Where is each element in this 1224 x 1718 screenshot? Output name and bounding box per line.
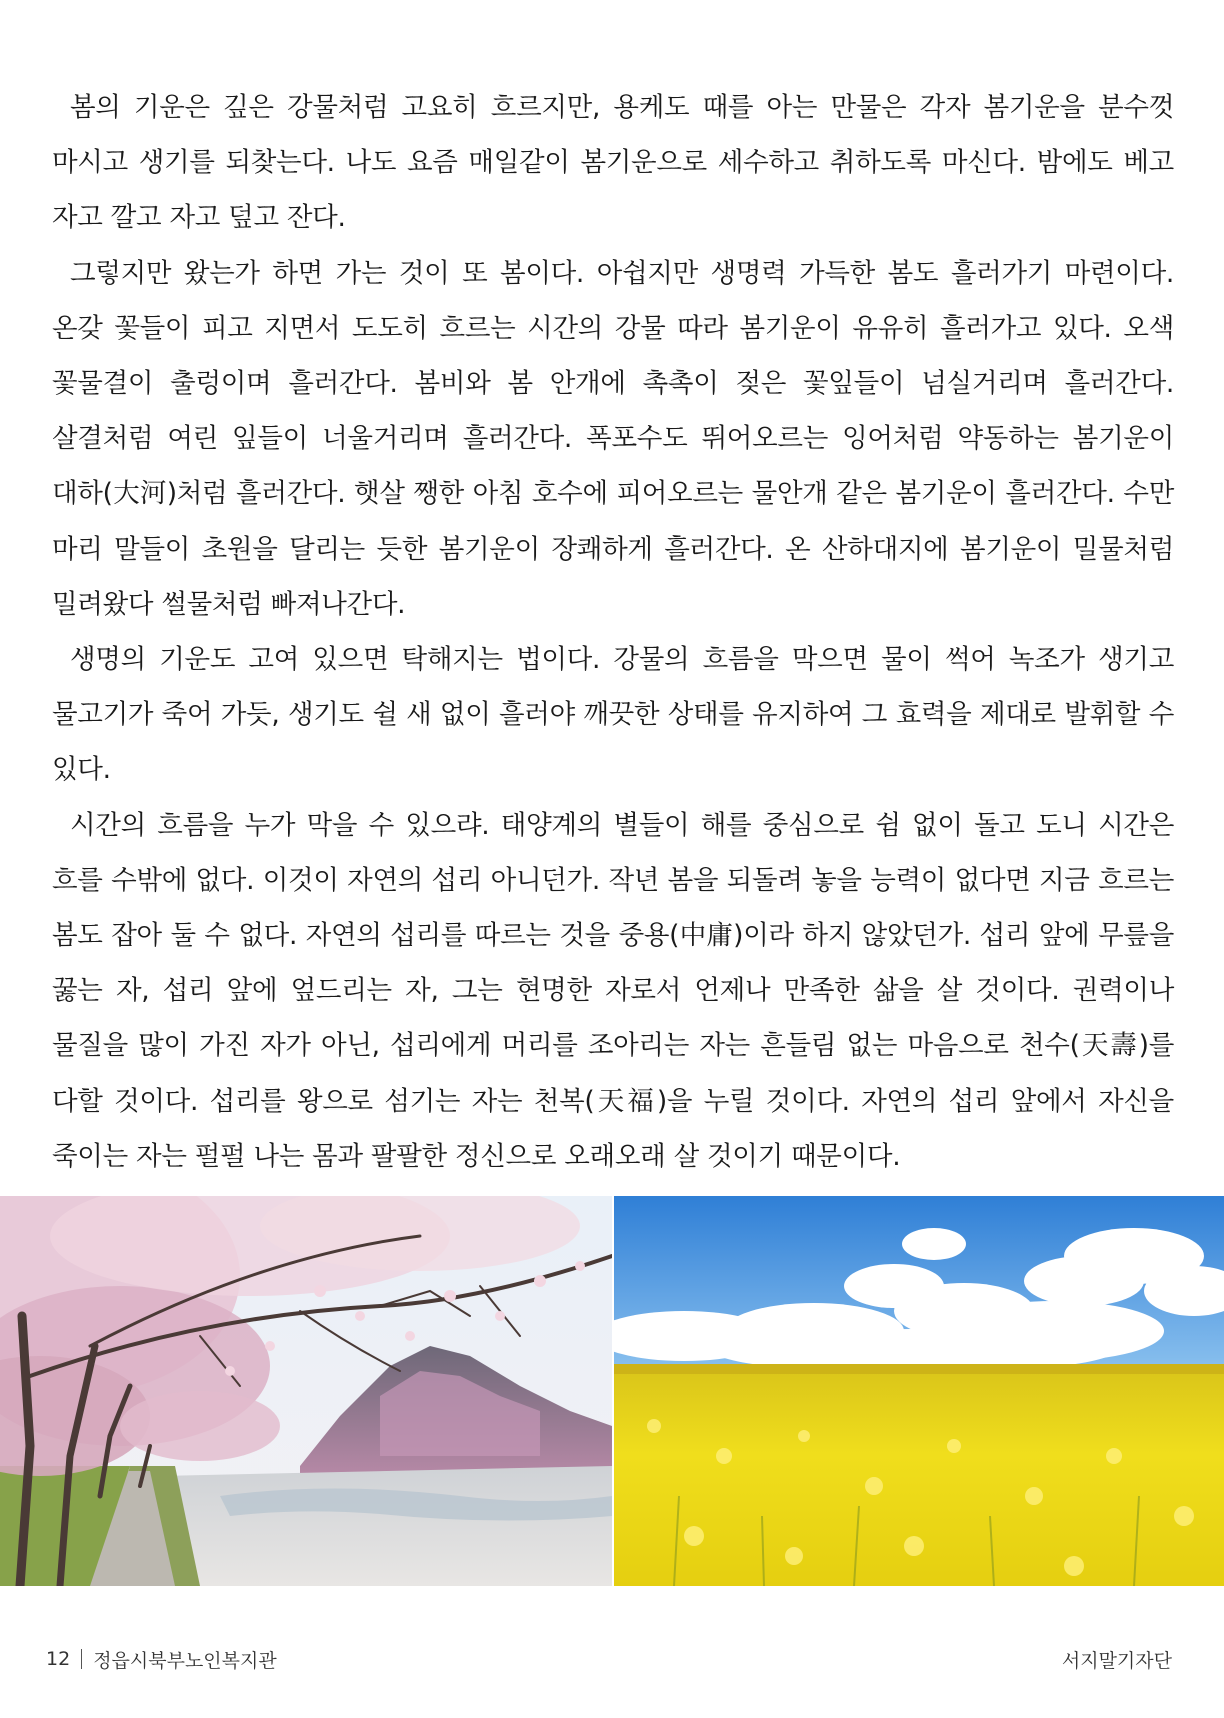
article-body [52, 80, 1174, 1184]
page-number: 12 [46, 1648, 71, 1670]
page-footer [46, 1644, 1172, 1674]
paragraph-3: 생명의 기운도 고여 있으면 탁해지는 법이다. 강물의 흐름을 막으면 물이 썩어 녹조가 생기고 물고기가 죽어 가듯, 생기도 쉴 새 없이 흘러야 깨끗한 상태를 유지하여 그 효력을 제대로 발휘할 수 있다. [52, 644, 1174, 786]
footer-divider [81, 1649, 82, 1669]
photo-strip [0, 1196, 1224, 1586]
paragraph-2: 그렇지만 왔는가 하면 가는 것이 또 봄이다. 아쉽지만 생명력 가득한 봄도 흘러가기 마련이다. 온갖 꽃들이 피고 지면서 도도히 흐르는 시간의 강물 따라 봄기운이 유유히 흘러가고 있다. 오색 꽃물결이 출렁이며 흘러간다. 봄비와 봄 안개에 촉촉이 젖은 꽃잎들이 넘실거리며 흘러간다. 살결처럼 여린 잎들이 너울거리며 흘러간다. 폭포수도 뛰어오르는 잉어처럼 약동하는 봄기운이 대하(大河)처럼 흘러간다. 햇살 쨍한 아침 호수에 피어오르는 물안개 같은 봄기운이 흘러간다. 수만 마리 말들이 초원을 달리는 듯한 봄기운이 장쾌하게 흘러간다. 온 산하대지에 봄기운이 밀물처럼 밀려왔다 썰물처럼 빠져나간다. [52, 257, 1174, 620]
cherry-blossom-photo [0, 1196, 612, 1586]
paragraph-4: 시간의 흐름을 누가 막을 수 있으랴. 태양계의 별들이 해를 중심으로 쉼 없이 돌고 도니 시간은 흐를 수밖에 없다. 이것이 자연의 섭리 아니던가. 작년 봄을 되돌려 놓을 능력이 없다면 지금 흐르는 봄도 잡아 둘 수 없다. 자연의 섭리를 따르는 것을 중용(中庸)이라 하지 않았던가. 섭리 앞에 무릎을 꿇는 자, 섭리 앞에 엎드리는 자, 그는 현명한 자로서 언제나 만족한 삶을 살 것이다. 권력이나 물질을 많이 가진 자가 아닌, 섭리에게 머리를 조아리는 자는 흔들림 없는 마음으로 천수(天壽)를 다할 것이다. 섭리를 왕으로 섬기는 자는 천복(天福)을 누릴 것이다. 자연의 섭리 앞에서 자신을 죽이는 자는 펄펄 나는 몸과 팔팔한 정신으로 오래오래 살 것이기 때문이다. [52, 809, 1174, 1172]
section-name: 서지말기자단 [1061, 1649, 1172, 1672]
rapeseed-field-photo [614, 1196, 1224, 1586]
organization-name: 정읍시북부노인복지관 [93, 1649, 277, 1672]
paragraph-1: 봄의 기운은 깊은 강물처럼 고요히 흐르지만, 용케도 때를 아는 만물은 각자 봄기운을 분수껏 마시고 생기를 되찾는다. 나도 요즘 매일같이 봄기운으로 세수하고 취하도록 마신다. 밤에도 베고 자고 깔고 자고 덮고 잔다. [52, 92, 1174, 234]
